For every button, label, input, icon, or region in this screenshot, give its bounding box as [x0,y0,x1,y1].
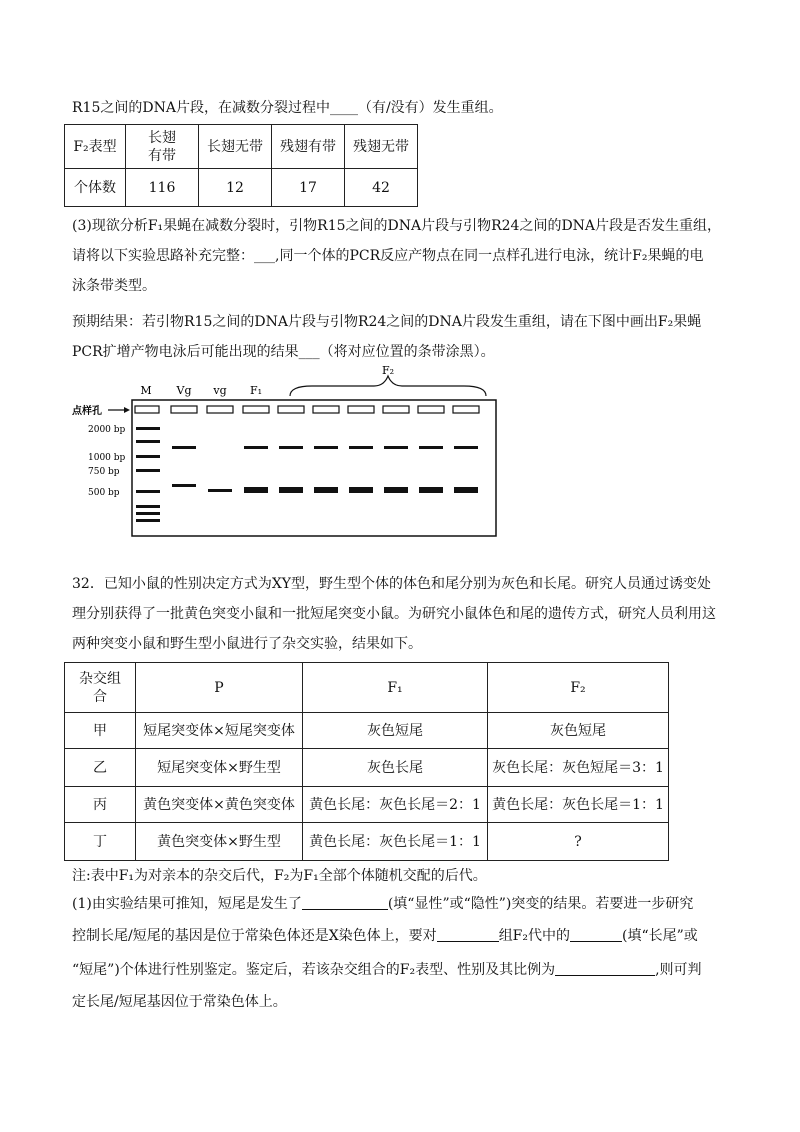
band-f1 [244,487,268,493]
well-arrow-head [124,407,130,413]
table-cell: 17 [272,169,345,207]
well-label: 点样孔 [72,406,102,417]
q3-line2: 请将以下实验思路补充完整：___,同一个体的PCR反应产物点在同一点样孔进行电泳，统计F₂果蝇的电 [72,248,704,264]
ladder-band [136,490,160,493]
q3-line4: 预期结果：若引物R15之间的DNA片段与引物R24之间的DNA片段发生重组，请在下图中画出F₂果蝇 [72,314,702,330]
sample-bands [172,446,478,493]
table-cell: 黄色长尾：灰色长尾＝1：1 [488,787,669,823]
table-cell: 黄色长尾：灰色长尾＝2：1 [303,787,488,823]
q32-line3: 两种突变小鼠和野生型小鼠进行了杂交实验，结果如下。 [72,636,422,652]
ladder-band [136,505,160,508]
q1-line1: (1)由实验结果可推知，短尾是发生了 (填“显性”或“隐性”)突变的结果。若要进一步研究 [72,896,694,912]
well [135,406,159,413]
q3-line3: 泳条带类型。 [72,278,156,294]
table-row [65,125,418,169]
band-f1 [244,446,268,449]
answer-blank[interactable] [437,927,499,942]
q32-line2: 理分别获得了一批黄色突变小鼠和一批短尾突变小鼠。为研究小鼠体色和尾的遗传方式，研究人员利用这 [72,606,716,622]
f2-brace [290,376,486,396]
band-vg [172,446,196,449]
band-f2 [419,487,443,493]
gel-electrophoresis-figure [72,364,502,544]
table-cell: 灰色长尾 [303,749,488,787]
answer-blank[interactable] [555,961,655,976]
table-cell: 丙 [65,787,136,823]
well [348,406,374,413]
band-f2 [454,446,478,449]
ladder-band [136,519,160,522]
table-note: 注:表中F₁为对亲本的杂交后代，F₂为F₁全部个体随机交配的后代。 [72,868,487,884]
band-f2 [419,446,443,449]
q1-line2: 控制长尾/短尾的基因是位于常染色体还是X染色体上，要对 组F₂代中的 (填“长尾”或 [72,928,698,944]
well [171,406,197,413]
table-header-cell: F₂ [488,663,669,713]
well [313,406,339,413]
well [243,406,269,413]
gel-frame [132,400,496,536]
table-cell: 灰色短尾 [488,713,669,749]
lane-label-vg: Vg [176,384,192,397]
f2-phenotype-table [64,124,418,207]
table-cell: 灰色长尾：灰色短尾＝3：1 [488,749,669,787]
ladder-band [136,427,160,430]
q32-line1: 32．已知小鼠的性别决定方式为XY型，野生型个体的体色和尾分别为灰色和长尾。研究人员通过诱变处 [72,576,712,592]
table-header-cell: P [136,663,303,713]
table-header-cell: 杂交组合 [65,663,136,713]
table-cell: F₂表型 [65,125,126,169]
band-vg-recessive [208,489,232,492]
table-cell: 短尾突变体×短尾突变体 [136,713,303,749]
lane-label-m: M [140,384,152,397]
table-cell: 乙 [65,749,136,787]
well [453,406,479,413]
well [383,406,409,413]
band-f2 [384,487,408,493]
ladder-band [136,440,160,443]
table-row [65,749,669,787]
table-header-cell: F₁ [303,663,488,713]
band-f2 [349,446,373,449]
band-f2 [279,487,303,493]
table-cell: 116 [126,169,199,207]
band-vg [172,484,196,487]
q3-line5: PCR扩增产物电泳后可能出现的结果___（将对应位置的条带涂黑）。 [72,344,495,360]
table-cell: 42 [345,169,418,207]
table-cell: 残翅有带 [272,125,345,169]
lane-label-vg-recessive: vg [213,384,227,397]
wells [135,406,479,413]
band-f2 [454,487,478,493]
table-row [65,823,669,861]
table-cell: 黄色突变体×黄色突变体 [136,787,303,823]
table-row [65,787,669,823]
marker-label: 1000 bp [88,453,126,463]
band-f2 [279,446,303,449]
table-row [65,169,418,207]
band-f2 [384,446,408,449]
band-f2 [314,446,338,449]
table-cell: 长翅无带 [199,125,272,169]
marker-ladder [136,427,160,522]
marker-label: 2000 bp [88,425,126,435]
table-cell: 短尾突变体×野生型 [136,749,303,787]
well [418,406,444,413]
table-cell: 12 [199,169,272,207]
table-header-row [65,663,669,713]
marker-label: 750 bp [88,467,120,477]
well [207,406,233,413]
table-cell: 长翅有带 [126,125,199,169]
q1-line3: “短尾”)个体进行性别鉴定。鉴定后，若该杂交组合的F₂表型、性别及其比例为 ,则可判 [72,962,702,978]
band-f2 [349,487,373,493]
ladder-band [136,455,160,458]
answer-blank[interactable] [302,895,388,910]
table-cell: 灰色短尾 [303,713,488,749]
q1-line4: 定长尾/短尾基因位于常染色体上。 [72,994,287,1010]
table-cell: 残翅无带 [345,125,418,169]
marker-label: 500 bp [88,488,120,498]
ladder-band [136,469,160,472]
lane-label-f2: F₂ [381,364,395,377]
table-cell: 丁 [65,823,136,861]
well [278,406,304,413]
top-sentence: R15之间的DNA片段，在减数分裂过程中____（有/没有）发生重组。 [72,100,503,116]
table-cell: ? [488,823,669,861]
ladder-band [136,512,160,515]
band-f2 [314,487,338,493]
table-row [65,713,669,749]
lane-label-f1: F₁ [249,384,263,397]
table-cell: 个体数 [65,169,126,207]
answer-blank[interactable] [570,927,622,942]
table-cell: 黄色突变体×野生型 [136,823,303,861]
table-cell: 甲 [65,713,136,749]
table-cell: 黄色长尾：灰色长尾＝1：1 [303,823,488,861]
cross-experiment-table [64,662,669,861]
q3-line1: (3)现欲分析F₁果蝇在减数分裂时，引物R15之间的DNA片段与引物R24之间的DNA片段是否发生重组， [72,218,722,234]
